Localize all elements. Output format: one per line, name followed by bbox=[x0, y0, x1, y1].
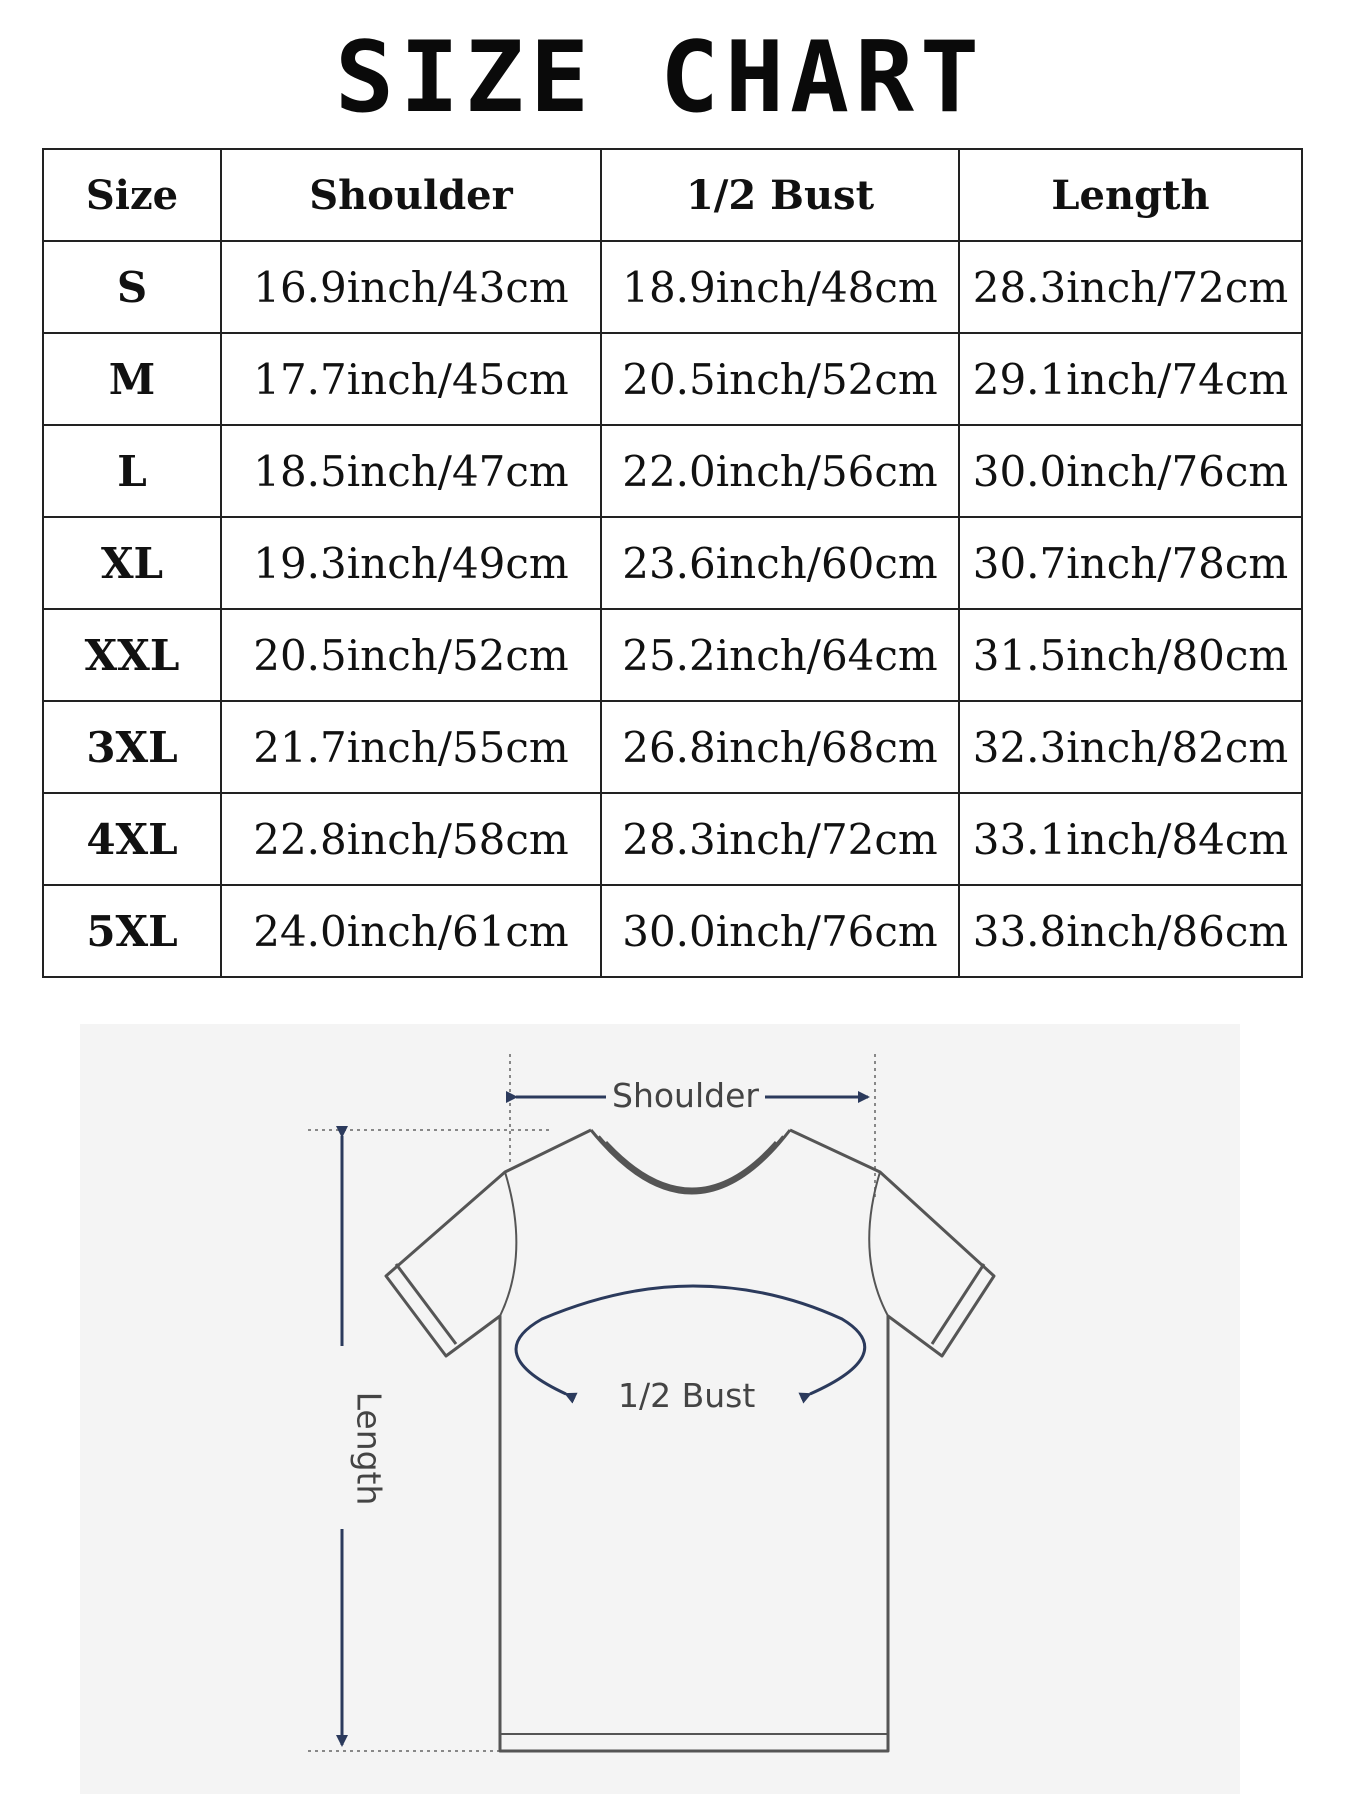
length-cell: 30.0inch/76cm bbox=[959, 425, 1302, 517]
shoulder-cell: 20.5inch/52cm bbox=[221, 609, 601, 701]
bust-cell: 25.2inch/64cm bbox=[601, 609, 959, 701]
bust-label: 1/2 Bust bbox=[618, 1376, 756, 1415]
size-cell: L bbox=[43, 425, 221, 517]
size-cell: M bbox=[43, 333, 221, 425]
bust-cell: 28.3inch/72cm bbox=[601, 793, 959, 885]
bust-cell: 20.5inch/52cm bbox=[601, 333, 959, 425]
shoulder-cell: 18.5inch/47cm bbox=[221, 425, 601, 517]
tshirt-measurement-diagram bbox=[80, 1024, 1240, 1794]
size-cell: 5XL bbox=[43, 885, 221, 977]
length-cell: 33.1inch/84cm bbox=[959, 793, 1302, 885]
length-cell: 33.8inch/86cm bbox=[959, 885, 1302, 977]
bust-cell: 22.0inch/56cm bbox=[601, 425, 959, 517]
header-size: Size bbox=[43, 149, 221, 241]
length-cell: 31.5inch/80cm bbox=[959, 609, 1302, 701]
table-row bbox=[43, 517, 1302, 609]
shoulder-cell: 24.0inch/61cm bbox=[221, 885, 601, 977]
table-row bbox=[43, 885, 1302, 977]
size-cell: S bbox=[43, 241, 221, 333]
length-label: Length bbox=[349, 1382, 388, 1516]
size-cell: XL bbox=[43, 517, 221, 609]
length-cell: 30.7inch/78cm bbox=[959, 517, 1302, 609]
table-row bbox=[43, 609, 1302, 701]
table-row bbox=[43, 241, 1302, 333]
length-cell: 29.1inch/74cm bbox=[959, 333, 1302, 425]
shoulder-cell: 16.9inch/43cm bbox=[221, 241, 601, 333]
table-row bbox=[43, 425, 1302, 517]
length-cell: 32.3inch/82cm bbox=[959, 701, 1302, 793]
size-cell: 3XL bbox=[43, 701, 221, 793]
tshirt-outline bbox=[386, 1130, 994, 1751]
table-row bbox=[43, 333, 1302, 425]
bust-cell: 26.8inch/68cm bbox=[601, 701, 959, 793]
header-length: Length bbox=[959, 149, 1302, 241]
bust-cell: 18.9inch/48cm bbox=[601, 241, 959, 333]
header-bust: 1/2 Bust bbox=[601, 149, 959, 241]
size-table bbox=[42, 148, 1303, 978]
bust-cell: 30.0inch/76cm bbox=[601, 885, 959, 977]
shoulder-cell: 21.7inch/55cm bbox=[221, 701, 601, 793]
shoulder-cell: 19.3inch/49cm bbox=[221, 517, 601, 609]
shoulder-cell: 17.7inch/45cm bbox=[221, 333, 601, 425]
bust-cell: 23.6inch/60cm bbox=[601, 517, 959, 609]
table-row bbox=[43, 701, 1302, 793]
table-header-row bbox=[43, 149, 1302, 241]
shoulder-cell: 22.8inch/58cm bbox=[221, 793, 601, 885]
size-cell: XXL bbox=[43, 609, 221, 701]
table-row bbox=[43, 793, 1302, 885]
length-cell: 28.3inch/72cm bbox=[959, 241, 1302, 333]
shoulder-label: Shoulder bbox=[606, 1076, 765, 1115]
header-shoulder: Shoulder bbox=[221, 149, 601, 241]
page-title: SIZE CHART bbox=[334, 21, 985, 135]
size-cell: 4XL bbox=[43, 793, 221, 885]
